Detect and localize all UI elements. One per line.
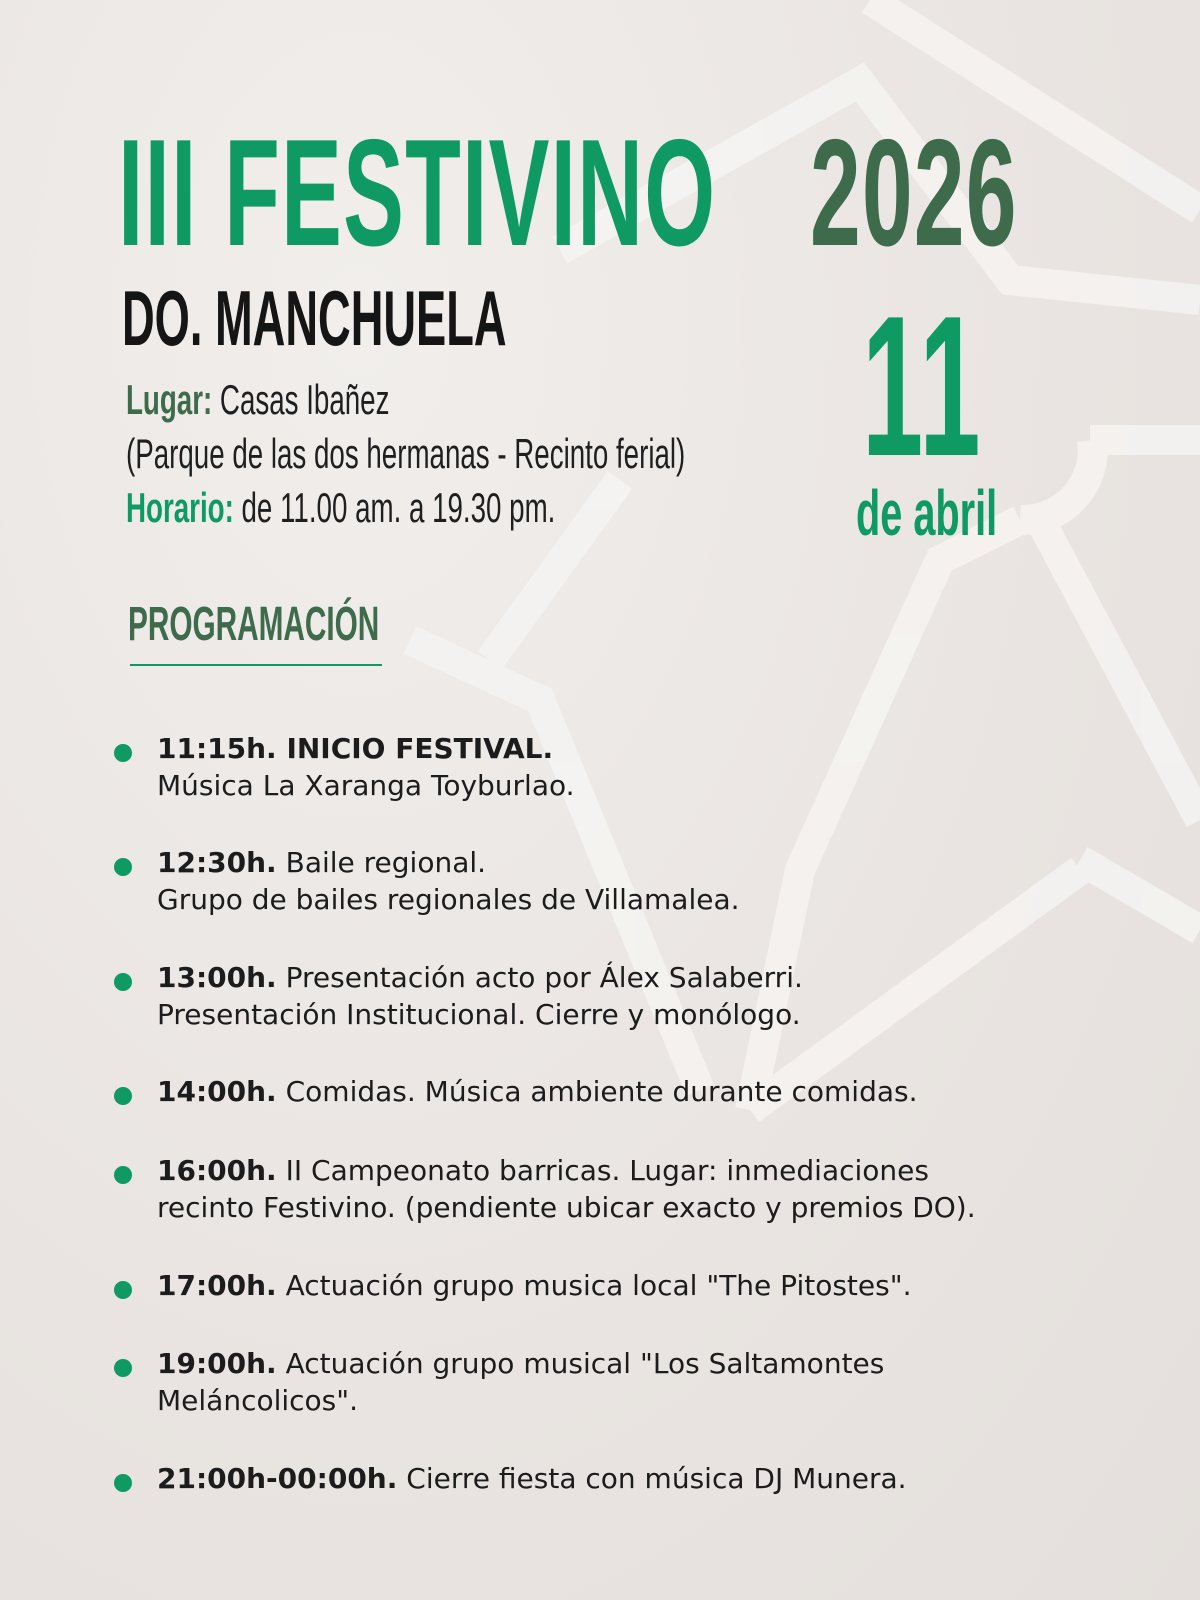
bullet-icon [114,1087,132,1105]
bullet-icon [114,1281,132,1299]
bullet-icon [114,1359,132,1377]
bullet-icon [114,744,132,762]
item-detail: Grupo de bailes regionales de Villamalea. [157,883,740,916]
item-description: II Campeonato barricas. Lugar: inmediaciones [285,1154,929,1187]
festival-name: III FESTIVINO [118,108,717,278]
item-description: Cierre fiesta con música DJ Munera. [406,1462,907,1495]
item-description: Comidas. Música ambiente durante comidas. [285,1075,918,1108]
event-month: de abril [856,477,998,549]
item-detail: Presentación Institucional. Cierre y monólogo. [157,998,801,1031]
bullet-icon [114,1166,132,1184]
item-time: 16:00h. [157,1154,277,1187]
item-description: Actuación grupo musical "Los Saltamontes [285,1347,885,1380]
item-detail: recinto Festivino. (pendiente ubicar exacto y premios DO). [157,1191,976,1224]
bullet-icon [114,858,132,876]
item-time: 19:00h. [157,1347,277,1380]
appellation-subtitle: DO. MANCHUELA [122,274,507,362]
item-time: 14:00h. [157,1075,277,1108]
place-detail: (Parque de las dos hermanas - Recinto ferial) [126,430,686,477]
item-description: Actuación grupo musica local "The Pitostes". [285,1269,912,1302]
place-value: Casas Ibañez [219,376,390,423]
item-detail: Meláncolicos". [157,1384,359,1417]
place-label: Lugar: [126,376,213,423]
festival-year: 2026 [810,108,1018,278]
hours-label: Horario: [126,484,234,531]
item-time: 12:30h. [157,846,277,879]
program-heading: PROGRAMACIÓN [128,598,380,651]
item-description: Presentación acto por Álex Salaberri. [285,961,803,994]
bullet-icon [114,1474,132,1492]
item-description: Baile regional. [285,846,487,879]
item-time: 13:00h. [157,961,277,994]
item-time: 11:15h. INICIO FESTIVAL. [157,732,554,765]
item-detail: Música La Xaranga Toyburlao. [157,769,575,802]
bullet-icon [114,973,132,991]
event-day: 11 [862,275,983,498]
item-time: 21:00h-00:00h. [157,1462,398,1495]
item-time: 17:00h. [157,1269,277,1302]
hours-value: de 11.00 am. a 19.30 pm. [241,484,556,531]
